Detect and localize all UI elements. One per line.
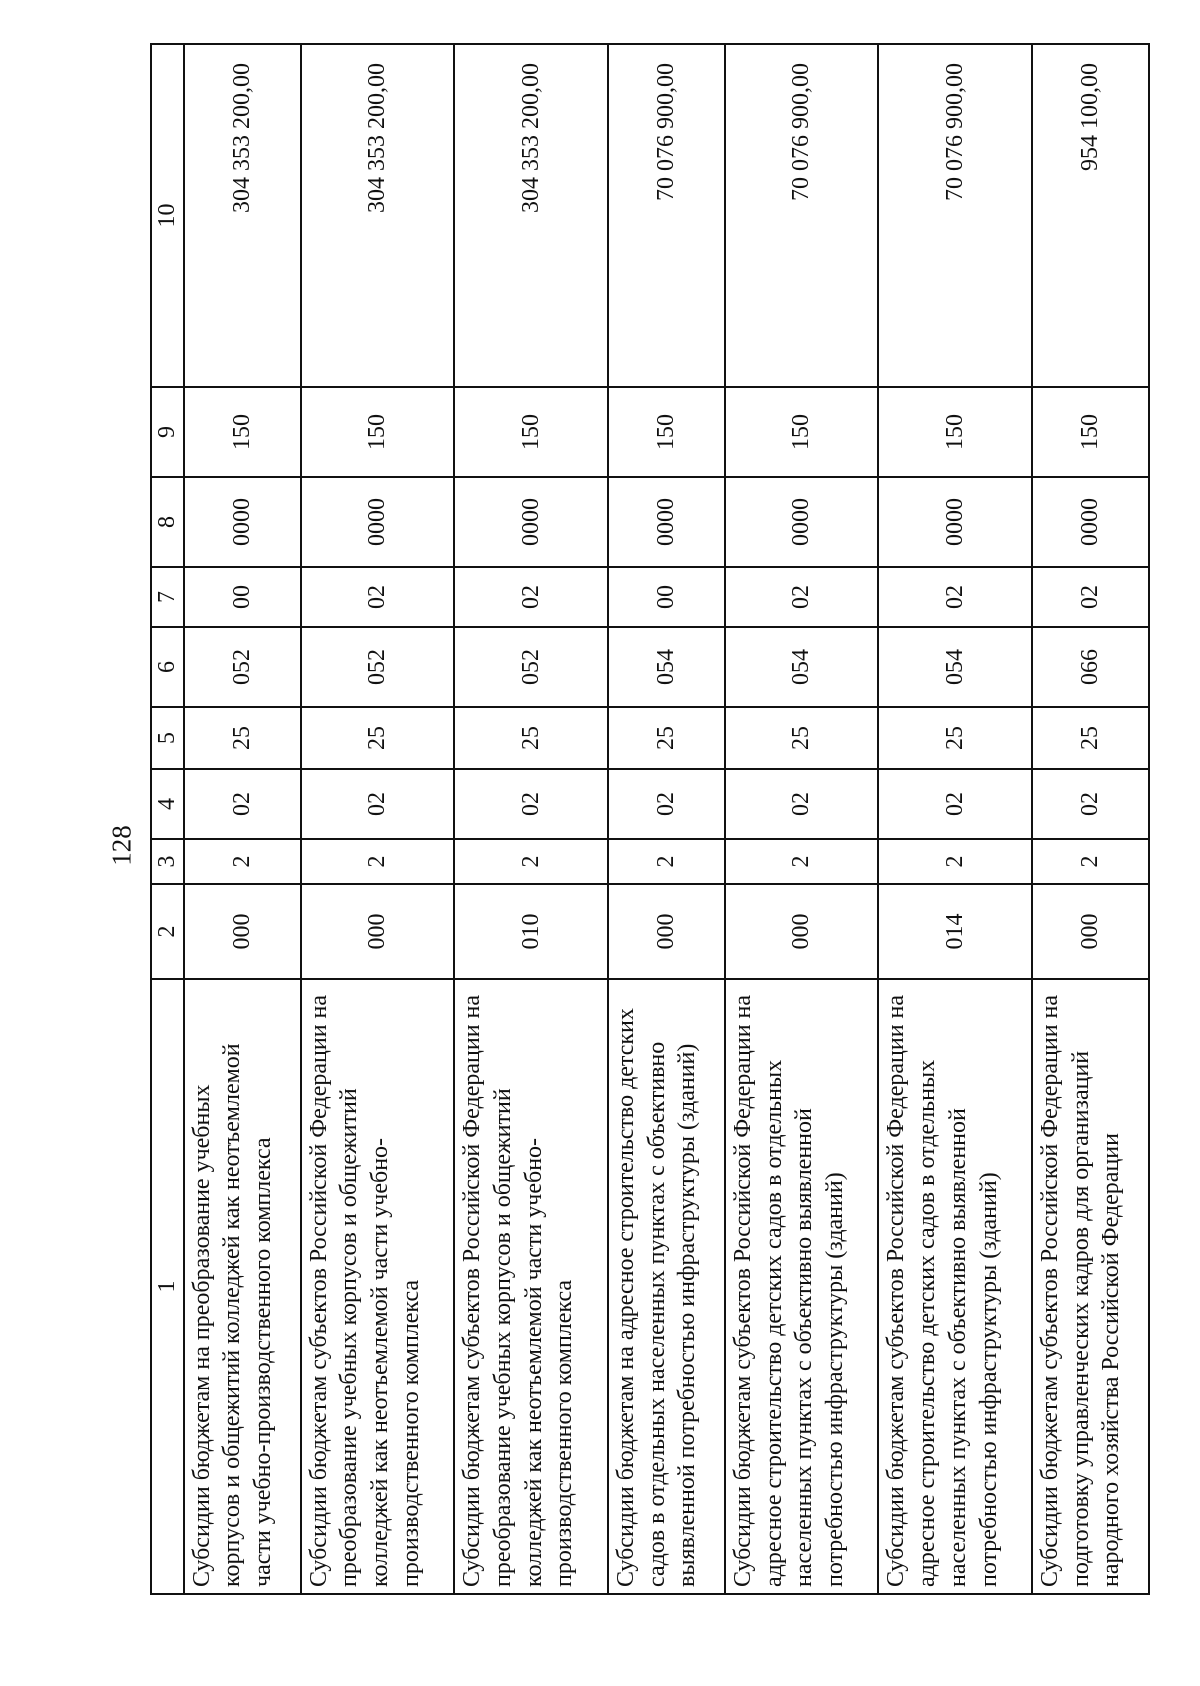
code-cell: 2 (608, 839, 725, 884)
code-cell: 2 (1032, 839, 1149, 884)
column-header: 6 (151, 627, 184, 707)
column-header: 7 (151, 567, 184, 627)
code-cell: 0000 (301, 477, 455, 567)
code-cell: 02 (608, 769, 725, 839)
amount-cell: 304 353 200,00 (454, 44, 608, 387)
code-cell: 000 (1032, 884, 1149, 979)
amount-cell: 304 353 200,00 (301, 44, 455, 387)
page-number: 128 (106, 825, 137, 866)
code-cell: 150 (725, 387, 879, 477)
code-cell: 150 (608, 387, 725, 477)
code-cell: 25 (1032, 707, 1149, 769)
code-cell: 0000 (725, 477, 879, 567)
column-header: 3 (151, 839, 184, 884)
amount-cell: 70 076 900,00 (608, 44, 725, 387)
column-header-row (151, 44, 184, 1594)
column-header: 2 (151, 884, 184, 979)
row-description: Субсидии бюджетам субъектов Российской Федерации на подготовку управленческих кадров для организаций народного хозяйства Российской Федерации (1032, 979, 1149, 1594)
column-header: 1 (151, 979, 184, 1594)
code-cell: 02 (184, 769, 301, 839)
row-description: Субсидии бюджетам на преобразование учебных корпусов и общежитий колледжей как неотъемлемой части учебно-производственного комплекса (184, 979, 301, 1594)
code-cell: 010 (454, 884, 608, 979)
code-cell: 02 (1032, 769, 1149, 839)
amount-cell: 954 100,00 (1032, 44, 1149, 387)
code-cell: 25 (454, 707, 608, 769)
code-cell: 0000 (878, 477, 1032, 567)
code-cell: 02 (454, 769, 608, 839)
row-description: Субсидии бюджетам субъектов Российской Федерации на преобразование учебных корпусов и общежитий колледжей как неотъемлемой части учебно-производственного комплекса (301, 979, 455, 1594)
code-cell: 25 (725, 707, 879, 769)
code-cell: 014 (878, 884, 1032, 979)
code-cell: 2 (454, 839, 608, 884)
table-row (184, 44, 301, 1594)
code-cell: 00 (608, 567, 725, 627)
row-description: Субсидии бюджетам субъектов Российской Федерации на адресное строительство детских садов в отдельных населенных пунктах с объективно выявленной потребностью инфраструктуры (зданий) (725, 979, 879, 1594)
code-cell: 25 (184, 707, 301, 769)
table-row (301, 44, 455, 1594)
code-cell: 0000 (608, 477, 725, 567)
amount-cell: 304 353 200,00 (184, 44, 301, 387)
code-cell: 150 (184, 387, 301, 477)
code-cell: 150 (878, 387, 1032, 477)
code-cell: 25 (878, 707, 1032, 769)
code-cell: 02 (1032, 567, 1149, 627)
code-cell: 2 (301, 839, 455, 884)
row-description: Субсидии бюджетам на адресное строительство детских садов в отдельных населенных пунктах с объективно выявленной потребностью инфраструктуры (зданий) (608, 979, 725, 1594)
code-cell: 150 (454, 387, 608, 477)
code-cell: 150 (301, 387, 455, 477)
table-row (454, 44, 608, 1594)
column-header: 8 (151, 477, 184, 567)
budget-table (150, 43, 1150, 1595)
column-header: 9 (151, 387, 184, 477)
code-cell: 150 (1032, 387, 1149, 477)
amount-cell: 70 076 900,00 (725, 44, 879, 387)
code-cell: 054 (878, 627, 1032, 707)
code-cell: 25 (608, 707, 725, 769)
code-cell: 02 (878, 567, 1032, 627)
code-cell: 000 (301, 884, 455, 979)
code-cell: 02 (454, 567, 608, 627)
code-cell: 054 (725, 627, 879, 707)
rotated-page-content (150, 65, 1150, 1595)
code-cell: 0000 (184, 477, 301, 567)
code-cell: 052 (301, 627, 455, 707)
code-cell: 02 (725, 567, 879, 627)
code-cell: 066 (1032, 627, 1149, 707)
code-cell: 000 (725, 884, 879, 979)
code-cell: 2 (878, 839, 1032, 884)
table-row (725, 44, 879, 1594)
code-cell: 000 (608, 884, 725, 979)
code-cell: 0000 (454, 477, 608, 567)
table-row (878, 44, 1032, 1594)
code-cell: 052 (454, 627, 608, 707)
code-cell: 052 (184, 627, 301, 707)
row-description: Субсидии бюджетам субъектов Российской Федерации на преобразование учебных корпусов и общежитий колледжей как неотъемлемой части учебно-производственного комплекса (454, 979, 608, 1594)
code-cell: 2 (184, 839, 301, 884)
code-cell: 02 (878, 769, 1032, 839)
code-cell: 02 (725, 769, 879, 839)
column-header: 10 (151, 44, 184, 387)
column-header: 5 (151, 707, 184, 769)
code-cell: 25 (301, 707, 455, 769)
code-cell: 000 (184, 884, 301, 979)
code-cell: 02 (301, 567, 455, 627)
row-description: Субсидии бюджетам субъектов Российской Федерации на адресное строительство детских садов в отдельных населенных пунктах с объективно выявленной потребностью инфраструктуры (зданий) (878, 979, 1032, 1594)
table-row (1032, 44, 1149, 1594)
code-cell: 00 (184, 567, 301, 627)
code-cell: 2 (725, 839, 879, 884)
code-cell: 0000 (1032, 477, 1149, 567)
code-cell: 054 (608, 627, 725, 707)
table-row (608, 44, 725, 1594)
code-cell: 02 (301, 769, 455, 839)
column-header: 4 (151, 769, 184, 839)
amount-cell: 70 076 900,00 (878, 44, 1032, 387)
